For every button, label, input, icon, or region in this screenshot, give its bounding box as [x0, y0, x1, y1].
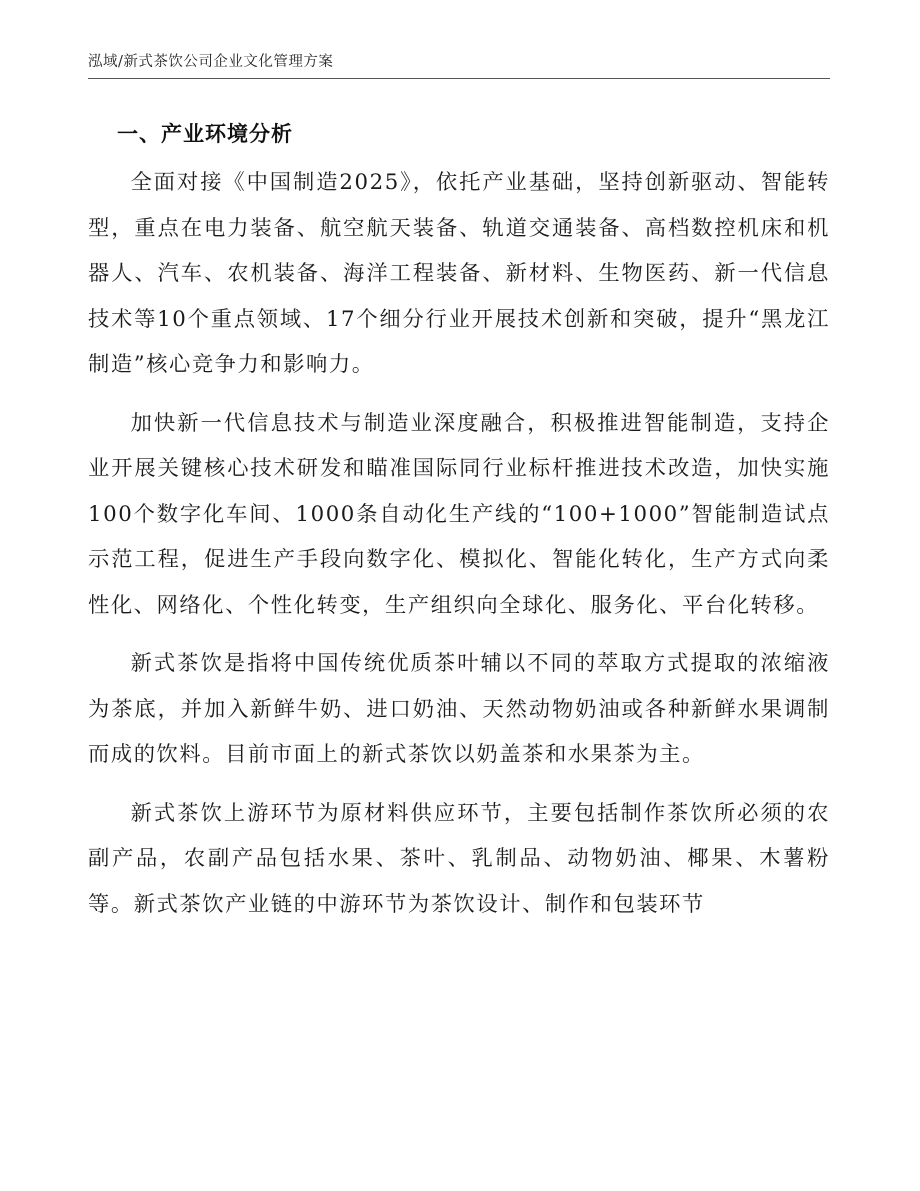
paragraph-manufacturing-2025: 全面对接《中国制造2025》，依托产业基础，坚持创新驱动、智能转型，重点在电力装备、航空航天装备、轨道交通装备、高档数控机床和机器人、汽车、农机装备、海洋工程装备、新材料、生物医药、新一代信息技术等10个重点领域、17个细分行业开展技术创新和突破，提升“黑龙江制造”核心竞争力和影响力。: [88, 170, 830, 377]
document-body: [88, 160, 830, 940]
paragraph-new-tea-definition: 新式茶饮是指将中国传统优质茶叶辅以不同的萃取方式提取的浓缩液为茶底，并加入新鲜牛奶、进口奶油、天然动物奶油或各种新鲜水果调制而成的饮料。目前市面上的新式茶饮以奶盖茶和水果茶为主。: [88, 651, 830, 767]
paragraph-tea-supply-chain: 新式茶饮上游环节为原材料供应环节，主要包括制作茶饮所必须的农副产品，农副产品包括水果、茶叶、乳制品、动物奶油、椰果、木薯粉等。新式茶饮产业链的中游环节为茶饮设计、制作和包装环节: [88, 800, 830, 917]
header-divider: [88, 78, 830, 79]
paragraph-smart-manufacturing: 加快新一代信息技术与制造业深度融合，积极推进智能制造，支持企业开展关键核心技术研发和瞄准国际同行业标杆推进技术改造，加快实施100个数字化车间、1000条自动化生产线的“100+1000”智能制造试点示范工程，促进生产手段向数字化、模拟化、智能化转化，生产方式向柔性化、网络化、个性化转变，生产组织向全球化、服务化、平台化转移。: [88, 410, 830, 618]
section-heading: 一、产业环境分析: [117, 122, 293, 146]
running-header: 泓域/新式茶饮公司企业文化管理方案: [88, 54, 334, 70]
